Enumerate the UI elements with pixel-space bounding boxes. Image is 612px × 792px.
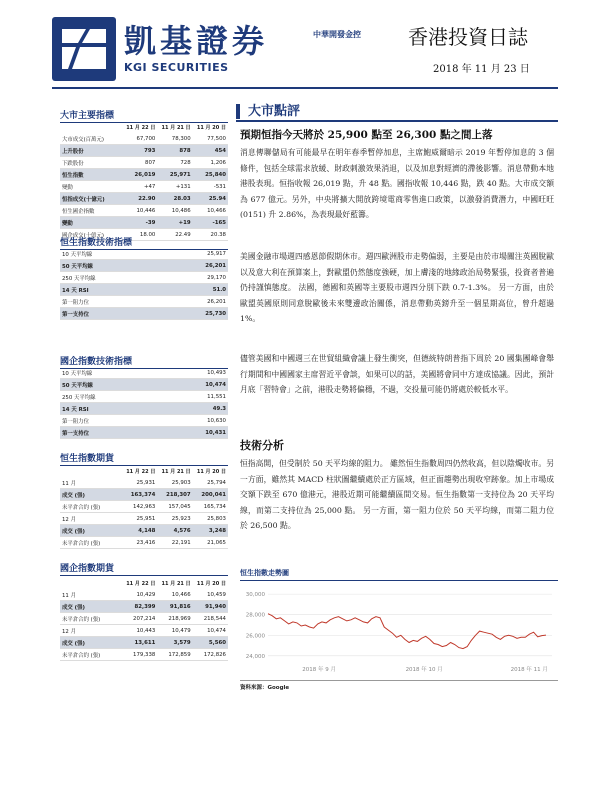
row-label: 恒指成交(十億元) [62, 196, 105, 203]
table-row [60, 181, 228, 193]
cell-value: 3,248 [208, 527, 226, 534]
cell-value: 10,431 [205, 429, 226, 436]
table-row [60, 477, 228, 489]
table-row [60, 367, 228, 379]
row-label: 50 天平均線 [62, 263, 93, 270]
cell-value: 11 月 22 日 [126, 125, 156, 131]
cell-value: 10,474 [205, 381, 226, 388]
row-label: 大市成交(百萬元) [62, 136, 104, 143]
row-label: 未平倉合約 (張) [62, 540, 101, 547]
row-label: 11 月 [62, 480, 76, 487]
cell-value: 13,611 [134, 639, 156, 646]
cell-value: 10,479 [171, 627, 191, 634]
row-label: 12 月 [62, 516, 76, 523]
table-row [60, 601, 228, 613]
table-row [60, 415, 228, 427]
table-row [60, 296, 228, 308]
cell-value: -39 [145, 219, 156, 226]
section-divider [236, 120, 558, 122]
cell-value: 728 [180, 159, 191, 166]
cell-value: 10,474 [207, 627, 226, 634]
row-label: 成交 (張) [62, 492, 85, 499]
y-tick-label: 30,000 [245, 592, 265, 599]
cell-value: 807 [145, 159, 156, 166]
row-label: 變動 [62, 220, 73, 227]
cell-value: 25,971 [169, 171, 191, 178]
cell-value: 77,500 [207, 135, 226, 142]
cell-value: 18.00 [139, 231, 156, 238]
cell-value: 3,579 [173, 639, 191, 646]
cell-value: 218,307 [166, 491, 191, 498]
table-row [60, 489, 228, 501]
cell-value: 29,170 [207, 274, 226, 281]
row-label: 成交 (張) [62, 640, 85, 647]
row-label: 成交 (張) [62, 604, 85, 611]
cell-value: +19 [178, 219, 191, 226]
group-name: 中華開發金控 [313, 30, 361, 39]
row-label: 250 天平均線 [62, 275, 96, 282]
source-note: 資料來源：Google [240, 685, 290, 691]
table-row [60, 625, 228, 637]
market-indicators-table [60, 122, 228, 241]
cell-value: 91,940 [205, 603, 226, 610]
review-paragraph-3: 儘管美國和中國週三在世貿組織會議上發生衝突，但德統特朗普指下周於 20 國集團峰會舉行期間和中國國家主席習近平會談，如果可以的話，美國將會同中方達成協議。因此，預計月底「習特會」之前，港股走勢將偏穩，不過，交投量可能仍將處於較低水平。 [240, 354, 554, 394]
table-row [60, 391, 228, 403]
table-row [60, 589, 228, 601]
row-label: 上升股份 [62, 148, 84, 155]
cell-value: 26,201 [207, 298, 226, 305]
cell-value: 26,019 [134, 171, 156, 178]
y-tick-label: 24,000 [245, 653, 265, 660]
table-row [60, 308, 228, 320]
review-paragraph-1: 消息傳聯儲局有可能最早在明年春季暫停加息，主席鮑威爾暗示 2019 年暫停加息的 3 個條件，包括全球需求放緩、財政刺激效果消退，以及加息對經濟的滯後影響。消息帶動本地港股表現。恒指收報 26,019 點，升 48 點。國指收報 10,446 點，跌 40 點。大市成交額為 677 億元。另外，中央將擴大開放跨境電商零售進口政策，以激發消費潛力，中國旺旺(0151) 升 2.86%，為表現最好藍籌。 [240, 148, 554, 219]
cell-value: 26,201 [205, 262, 226, 269]
cell-value: 10,486 [171, 207, 191, 214]
row-label: 變動 [62, 184, 73, 191]
cell-value: 5,560 [208, 639, 226, 646]
cell-value: 10,466 [207, 207, 226, 214]
row-label: 11 月 [62, 592, 76, 599]
cell-value: 25.94 [208, 195, 226, 202]
table-row [60, 145, 228, 157]
publication-date: 2018 年 11 月 23 日 [433, 64, 530, 75]
table-row [60, 637, 228, 649]
x-tick-label: 2018 年 10 月 [405, 667, 443, 673]
cell-value: 82,399 [134, 603, 156, 610]
table-header-row [60, 122, 228, 133]
cell-value: 25,917 [207, 250, 226, 257]
cell-value: 10,429 [136, 591, 156, 598]
table-row [60, 133, 228, 145]
cell-value: 11 月 22 日 [126, 581, 156, 587]
table-row [60, 649, 228, 661]
table-row [60, 157, 228, 169]
cell-value: 11 月 20 日 [196, 125, 226, 131]
cell-value: 172,826 [203, 651, 226, 658]
table-header-row [60, 466, 228, 477]
row-label: 10 天平均線 [62, 251, 93, 258]
table-row [60, 403, 228, 415]
chart-title: 恒生指數走勢圖 [240, 568, 558, 581]
cell-value: 165,734 [203, 503, 226, 510]
cell-value: 4,576 [173, 527, 191, 534]
cell-value: 25,951 [136, 515, 156, 522]
table-row [60, 379, 228, 391]
cell-value: 21,065 [207, 539, 226, 546]
publication-title: 香港投資日誌 [408, 25, 528, 49]
cell-value: 218,969 [168, 615, 191, 622]
row-label: 國企成交(十億元) [62, 232, 104, 239]
table-row [60, 193, 228, 205]
brand-name-zh: 凱基證券 [124, 22, 269, 60]
cell-value: 11 月 21 日 [161, 581, 191, 587]
cell-value: 11 月 20 日 [196, 469, 226, 475]
row-label: 第一阻力位 [62, 418, 89, 425]
x-tick-label: 2018 年 9 月 [302, 667, 336, 673]
hscei-technicals-title: 國企指數技術指標 [60, 354, 228, 369]
row-label: 未平倉合約 (張) [62, 616, 101, 623]
row-label: 10 天平均線 [62, 370, 93, 377]
cell-value: 25,923 [171, 515, 191, 522]
row-label: 第一阻力位 [62, 299, 89, 306]
row-label: 恒生國企指數 [62, 208, 95, 215]
table-header-row [60, 578, 228, 589]
cell-value: 4,148 [138, 527, 156, 534]
cell-value: 878 [179, 147, 191, 154]
cell-value: 20.38 [210, 231, 226, 238]
table-row [60, 525, 228, 537]
market-indicators-title: 大市主要指標 [60, 108, 228, 123]
cell-value: 454 [214, 147, 226, 154]
cell-value: 10,493 [207, 369, 226, 376]
cell-value: 10,466 [171, 591, 191, 598]
cell-value: 793 [144, 147, 156, 154]
cell-value: 25,840 [205, 171, 226, 178]
hscei-technicals-table [60, 367, 228, 439]
brand-name-en: KGI SECURITIES [124, 61, 229, 74]
cell-value: +47 [143, 183, 156, 190]
table-row [60, 272, 228, 284]
table-row [60, 513, 228, 525]
table-row [60, 217, 228, 229]
cell-value: 51.0 [212, 286, 226, 293]
table-row [60, 205, 228, 217]
table-row [60, 169, 228, 181]
y-tick-label: 28,000 [245, 612, 265, 619]
row-label: 14 天 RSI [62, 406, 89, 413]
cell-value: 25,730 [205, 310, 226, 317]
cell-value: 218,544 [203, 615, 226, 622]
cell-value: 157,045 [168, 503, 191, 510]
cell-value: 179,338 [133, 651, 156, 658]
row-label: 第一支持位 [62, 311, 89, 318]
header-divider [52, 87, 558, 89]
table-row [60, 537, 228, 549]
row-label: 未平倉合約 (張) [62, 652, 101, 659]
cell-value: 10,446 [136, 207, 156, 214]
kgi-logo [52, 17, 116, 81]
cell-value: 10,443 [136, 627, 156, 634]
cell-value: 25,794 [207, 479, 226, 486]
cell-value: 23,416 [136, 539, 156, 546]
source-divider [240, 680, 558, 681]
cell-value: 11,551 [207, 393, 226, 400]
table-row [60, 427, 228, 439]
row-label: 成交 (張) [62, 528, 85, 535]
kgi-logo-icon [52, 17, 116, 81]
cell-value: 49.3 [212, 405, 226, 412]
cell-value: -165 [212, 219, 226, 226]
cell-value: 25,903 [171, 479, 191, 486]
hscei-futures-title: 國企指數期貨 [60, 561, 228, 576]
y-tick-label: 26,000 [245, 633, 265, 640]
cell-value: 142,963 [133, 503, 156, 510]
hscei-futures-table [60, 578, 228, 661]
cell-value: +131 [175, 183, 191, 190]
row-label: 12 月 [62, 628, 76, 635]
section-title: 大市點評 [236, 104, 300, 119]
row-label: 第一支持位 [62, 430, 89, 437]
hsi-line-chart [240, 584, 558, 676]
cell-value: 78,300 [171, 135, 191, 142]
table-row [60, 284, 228, 296]
technical-analysis-title: 技術分析 [240, 439, 284, 452]
cell-value: 11 月 21 日 [161, 469, 191, 475]
hsi-technicals-title: 恒生指數技術指標 [60, 235, 228, 250]
cell-value: 22.49 [175, 231, 191, 238]
hsi-futures-table [60, 466, 228, 549]
hsi-futures-title: 恒生指數期貨 [60, 451, 228, 466]
cell-value: 163,374 [130, 491, 156, 498]
table-row [60, 501, 228, 513]
cell-value: 207,214 [133, 615, 156, 622]
cell-value: 28.03 [173, 195, 191, 202]
hsi-technicals-table [60, 248, 228, 320]
cell-value: 67,700 [136, 135, 156, 142]
cell-value: 10,459 [207, 591, 226, 598]
cell-value: -531 [213, 183, 226, 190]
cell-value: 11 月 20 日 [196, 581, 226, 587]
cell-value: 11 月 22 日 [126, 469, 156, 475]
table-row [60, 613, 228, 625]
cell-value: 172,859 [168, 651, 191, 658]
headline: 預期恒指今天將於 25,900 點至 26,300 點之間上落 [240, 129, 493, 141]
cell-value: 91,816 [169, 603, 191, 610]
table-row [60, 248, 228, 260]
cell-value: 22,191 [171, 539, 191, 546]
technical-analysis-paragraph: 恒指高開，但受制於 50 天平均線的阻力。 雖然恒生指數周四仍然收高，但以陰燭收市。另一方面，雖然其 MACD 柱狀圖繼續處於正方區域，但正面趨勢出現收窄跡象。加上市場成交額下跌至 670 億港元，港股近期可能繼續區間交易。恒生指數第一支持位為 20 天平均線，而第二支持位為 25,000 點。 另一方面，第一阻力位於 50 天平均線，而第二阻力位於 26,500 點。 [240, 459, 554, 530]
row-label: 50 天平均線 [62, 382, 93, 389]
x-tick-label: 2018 年 11 月 [510, 667, 548, 673]
cell-value: 1,206 [210, 159, 226, 166]
cell-value: 200,041 [201, 491, 226, 498]
cell-value: 25,931 [136, 479, 156, 486]
table-row [60, 260, 228, 272]
series-line [268, 614, 546, 649]
row-label: 下跌股份 [62, 160, 84, 167]
cell-value: 10,630 [207, 417, 226, 424]
row-label: 250 天平均線 [62, 394, 96, 401]
review-paragraph-2: 美國金融市場週四感恩節假期休市。週四歐洲股市走勢偏弱，主要是由於市場關注英國脫歐以及意大利在預算案上，對歐盟仍然態度強硬，加上膚淺的地緣政治局勢緊張，投資者普遍仍持謹慎態度。 法國，德國和英國等主要股市週四分別下跌 0.7-1.3%。 另一方面，由於歐盟英國原則同意脫歐後未來雙邊政治關係，消息帶動英鎊升至一個星期高位，曾升超過 1%。 [240, 252, 554, 323]
cell-value: 22.90 [138, 195, 156, 202]
cell-value: 11 月 21 日 [161, 125, 191, 131]
cell-value: 25,803 [207, 515, 226, 522]
row-label: 未平倉合約 (張) [62, 504, 101, 511]
row-label: 恒生指數 [62, 172, 84, 179]
row-label: 14 天 RSI [62, 287, 89, 294]
